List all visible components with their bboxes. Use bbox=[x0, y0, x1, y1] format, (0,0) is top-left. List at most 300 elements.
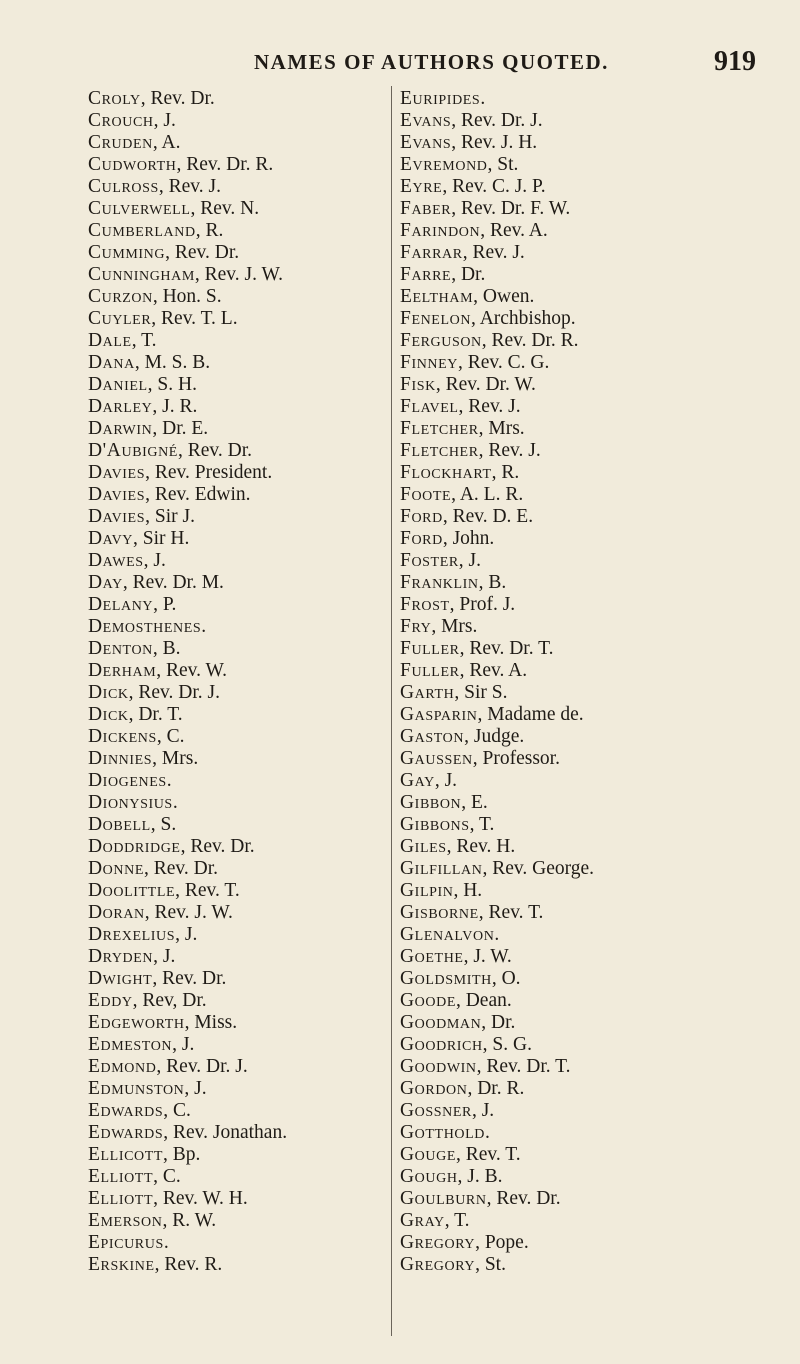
author-entry bbox=[88, 638, 388, 660]
running-head: NAMES OF AUTHORS QUOTED. bbox=[254, 50, 609, 74]
column-divider bbox=[391, 86, 392, 1336]
author-entry bbox=[400, 682, 760, 704]
author-given-name: , P. bbox=[153, 594, 177, 615]
author-surname: Crouch bbox=[88, 110, 154, 131]
author-surname: Cunningham bbox=[88, 264, 195, 285]
author-surname: Erskine bbox=[88, 1254, 155, 1275]
author-surname: Dick bbox=[88, 682, 129, 703]
author-surname: Elliott bbox=[88, 1166, 154, 1187]
author-surname: Dionysius bbox=[88, 792, 173, 813]
author-given-name: , Rev. Dr. J. bbox=[451, 110, 543, 131]
author-entry bbox=[400, 616, 760, 638]
author-surname: Dick bbox=[88, 704, 129, 725]
author-given-name: , Rev. J. H. bbox=[451, 132, 538, 153]
author-entry bbox=[400, 770, 760, 792]
author-entry bbox=[88, 1210, 388, 1232]
author-given-name: , Rev. Dr. bbox=[140, 88, 215, 109]
author-entry bbox=[88, 1144, 388, 1166]
author-given-name: , Rev. Dr. R. bbox=[176, 154, 274, 175]
author-surname: Farindon bbox=[400, 220, 481, 241]
author-entry bbox=[88, 88, 388, 110]
author-entry bbox=[88, 990, 388, 1012]
author-entry bbox=[400, 1078, 760, 1100]
author-given-name: , J. bbox=[471, 1100, 495, 1121]
author-surname: Dale bbox=[88, 330, 132, 351]
author-entry bbox=[88, 396, 388, 418]
author-given-name: , Rev. Edwin. bbox=[145, 484, 251, 505]
author-surname: Goldsmith bbox=[400, 968, 492, 989]
author-surname: Gray bbox=[400, 1210, 445, 1231]
author-entry bbox=[400, 242, 760, 264]
author-given-name: , Rev. J. W. bbox=[194, 264, 284, 285]
author-given-name: , Rev. A. bbox=[459, 660, 528, 681]
author-entry bbox=[88, 132, 388, 154]
author-given-name: , Rev. Dr. R. bbox=[481, 330, 579, 351]
author-given-name: , Mrs. bbox=[478, 418, 525, 439]
author-given-name: . bbox=[163, 1232, 169, 1253]
author-given-name: , Rev. T. L. bbox=[151, 308, 238, 329]
author-entry bbox=[400, 220, 760, 242]
author-surname: Darley bbox=[88, 396, 153, 417]
author-given-name: , Rev. D. E. bbox=[442, 506, 534, 527]
author-surname: Drexelius bbox=[88, 924, 176, 945]
author-surname: Donne bbox=[88, 858, 144, 879]
author-entry bbox=[400, 572, 760, 594]
author-given-name: , Dr. T. bbox=[128, 704, 183, 725]
author-entry bbox=[88, 1012, 388, 1034]
author-entry bbox=[400, 726, 760, 748]
author-surname: Evremond bbox=[400, 154, 488, 175]
author-given-name: . bbox=[484, 1122, 490, 1143]
author-entry bbox=[400, 1012, 760, 1034]
author-given-name: . bbox=[494, 924, 500, 945]
author-entry bbox=[400, 1188, 760, 1210]
page-number: 919 bbox=[714, 46, 756, 77]
author-surname: Eyre bbox=[400, 176, 443, 197]
author-surname: Delany bbox=[88, 594, 154, 615]
author-entry bbox=[400, 858, 760, 880]
author-entry bbox=[88, 1188, 388, 1210]
author-surname: Eeltham bbox=[400, 286, 474, 307]
author-given-name: , B. bbox=[152, 638, 181, 659]
author-given-name: , Pope. bbox=[475, 1232, 529, 1253]
author-surname: Edmeston bbox=[88, 1034, 173, 1055]
author-entry bbox=[400, 484, 760, 506]
author-given-name: , T. bbox=[469, 814, 495, 835]
author-entry bbox=[88, 154, 388, 176]
author-given-name: , Rev. Jonathan. bbox=[163, 1122, 288, 1143]
author-entry bbox=[400, 418, 760, 440]
author-surname: Foster bbox=[400, 550, 459, 571]
author-surname: Gough bbox=[400, 1166, 458, 1187]
author-given-name: , Prof. J. bbox=[449, 594, 516, 615]
author-given-name: , Rev. President. bbox=[145, 462, 273, 483]
author-entry bbox=[88, 814, 388, 836]
author-given-name: , Rev. J. bbox=[158, 176, 221, 197]
author-given-name: , J. bbox=[184, 1078, 207, 1099]
author-surname: Faber bbox=[400, 198, 452, 219]
author-given-name: , B. bbox=[478, 572, 507, 593]
author-surname: Darwin bbox=[88, 418, 153, 439]
author-given-name: , J. W. bbox=[463, 946, 512, 967]
author-surname: Glenalvon bbox=[400, 924, 495, 945]
author-entry bbox=[400, 440, 760, 462]
author-list-right-column bbox=[400, 88, 760, 1276]
author-entry bbox=[88, 726, 388, 748]
author-entry bbox=[88, 616, 388, 638]
author-given-name: , S. bbox=[150, 814, 177, 835]
author-surname: Day bbox=[88, 572, 123, 593]
author-given-name: , St. bbox=[475, 1254, 506, 1275]
author-entry bbox=[400, 198, 760, 220]
author-given-name: , J. bbox=[143, 550, 166, 571]
author-surname: Flockhart bbox=[400, 462, 492, 483]
author-entry bbox=[88, 418, 388, 440]
author-surname: Edgeworth bbox=[88, 1012, 185, 1033]
author-entry bbox=[400, 836, 760, 858]
author-given-name: , Rev. Dr. T. bbox=[476, 1056, 571, 1077]
author-entry bbox=[400, 924, 760, 946]
author-entry bbox=[400, 880, 760, 902]
author-given-name: , Dr. bbox=[481, 1012, 516, 1033]
author-given-name: , Hon. S. bbox=[152, 286, 222, 307]
author-surname: Gotthold bbox=[400, 1122, 485, 1143]
author-surname: Dobell bbox=[88, 814, 151, 835]
author-given-name: , Dr. R. bbox=[467, 1078, 525, 1099]
author-given-name: , Rev. H. bbox=[446, 836, 516, 857]
author-given-name: , Dr. E. bbox=[152, 418, 209, 439]
author-entry bbox=[400, 88, 760, 110]
author-given-name: , J. bbox=[175, 924, 198, 945]
author-surname: Culverwell bbox=[88, 198, 191, 219]
author-entry bbox=[88, 264, 388, 286]
author-surname: Goethe bbox=[400, 946, 464, 967]
author-entry bbox=[88, 1034, 388, 1056]
author-entry bbox=[88, 1254, 388, 1276]
author-surname: Doddridge bbox=[88, 836, 181, 857]
author-entry bbox=[400, 1056, 760, 1078]
author-surname: Dwight bbox=[88, 968, 153, 989]
author-given-name: , E. bbox=[461, 792, 488, 813]
author-surname: Goodwin bbox=[400, 1056, 477, 1077]
author-surname: Culross bbox=[88, 176, 159, 197]
author-entry bbox=[88, 462, 388, 484]
author-entry bbox=[88, 330, 388, 352]
author-entry bbox=[400, 902, 760, 924]
author-entry bbox=[400, 1122, 760, 1144]
author-surname: Doran bbox=[88, 902, 145, 923]
author-given-name: , H. bbox=[453, 880, 483, 901]
author-given-name: , J. bbox=[434, 770, 458, 791]
author-surname: Daniel bbox=[88, 374, 148, 395]
author-entry bbox=[400, 550, 760, 572]
author-surname: Curzon bbox=[88, 286, 153, 307]
author-given-name: , Rev. R. bbox=[154, 1254, 223, 1275]
author-entry bbox=[88, 528, 388, 550]
author-surname: Gaussen bbox=[400, 748, 473, 769]
author-surname: Garth bbox=[400, 682, 455, 703]
author-surname: Gay bbox=[400, 770, 435, 791]
author-given-name: , C. bbox=[156, 726, 185, 747]
author-entry bbox=[88, 1078, 388, 1100]
author-entry bbox=[88, 1122, 388, 1144]
author-surname: Gordon bbox=[400, 1078, 468, 1099]
author-given-name: , Dean. bbox=[455, 990, 512, 1011]
author-surname: Davy bbox=[88, 528, 134, 549]
author-given-name: , Sir H. bbox=[133, 528, 190, 549]
author-surname: Dinnies bbox=[88, 748, 153, 769]
author-given-name: , Rev. J. bbox=[478, 440, 541, 461]
author-given-name: , J. bbox=[172, 1034, 195, 1055]
author-surname: Goulburn bbox=[400, 1188, 487, 1209]
author-surname: Fisk bbox=[400, 374, 436, 395]
author-surname: Epicurus bbox=[88, 1232, 164, 1253]
author-surname: Edmond bbox=[88, 1056, 157, 1077]
author-entry bbox=[88, 924, 388, 946]
author-surname: Gregory bbox=[400, 1232, 476, 1253]
author-surname: Euripides bbox=[400, 88, 481, 109]
author-surname: Frost bbox=[400, 594, 450, 615]
author-entry bbox=[88, 880, 388, 902]
author-given-name: , R. bbox=[195, 220, 224, 241]
author-surname: Franklin bbox=[400, 572, 479, 593]
author-entry bbox=[88, 286, 388, 308]
author-surname: Denton bbox=[88, 638, 153, 659]
author-surname: Cumberland bbox=[88, 220, 196, 241]
author-surname: Farre bbox=[400, 264, 452, 285]
author-given-name: , Rev. Dr. M. bbox=[122, 572, 224, 593]
author-surname: Gilfillan bbox=[400, 858, 483, 879]
author-entry bbox=[400, 374, 760, 396]
author-surname: Diogenes bbox=[88, 770, 167, 791]
author-given-name: , Madame de. bbox=[477, 704, 584, 725]
author-given-name: , Rev. Dr. bbox=[143, 858, 218, 879]
author-entry bbox=[88, 242, 388, 264]
author-entry bbox=[88, 440, 388, 462]
author-entry bbox=[400, 990, 760, 1012]
author-given-name: , Bp. bbox=[163, 1144, 201, 1165]
author-given-name: . bbox=[480, 88, 486, 109]
author-surname: Fuller bbox=[400, 638, 460, 659]
author-surname: Cruden bbox=[88, 132, 153, 153]
author-surname: Derham bbox=[88, 660, 157, 681]
author-given-name: , R. bbox=[491, 462, 520, 483]
author-surname: Davies bbox=[88, 506, 146, 527]
author-entry bbox=[88, 660, 388, 682]
author-surname: Doolittle bbox=[88, 880, 176, 901]
author-entry bbox=[88, 770, 388, 792]
author-surname: Davies bbox=[88, 484, 146, 505]
author-surname: Cudworth bbox=[88, 154, 177, 175]
author-given-name: , Rev. T. bbox=[455, 1144, 521, 1165]
author-surname: Cumming bbox=[88, 242, 166, 263]
author-given-name: , Rev. A. bbox=[480, 220, 548, 241]
author-given-name: , Rev. Dr. bbox=[165, 242, 240, 263]
author-surname: Ford bbox=[400, 528, 443, 549]
author-entry bbox=[400, 1232, 760, 1254]
author-entry bbox=[400, 330, 760, 352]
author-surname: Farrar bbox=[400, 242, 463, 263]
author-entry bbox=[88, 1166, 388, 1188]
author-given-name: . bbox=[166, 770, 172, 791]
author-given-name: , Rev. C. G. bbox=[458, 352, 550, 373]
author-entry bbox=[400, 946, 760, 968]
author-surname: Edwards bbox=[88, 1100, 164, 1121]
author-given-name: , Archbishop. bbox=[471, 308, 576, 329]
author-given-name: , R. W. bbox=[162, 1210, 217, 1231]
author-entry bbox=[88, 198, 388, 220]
author-surname: Cuyler bbox=[88, 308, 152, 329]
author-given-name: , Rev, Dr. bbox=[132, 990, 207, 1011]
author-given-name: , Rev. T. bbox=[175, 880, 240, 901]
author-entry bbox=[400, 462, 760, 484]
author-given-name: , Judge. bbox=[464, 726, 525, 747]
author-entry bbox=[400, 594, 760, 616]
author-surname: Fuller bbox=[400, 660, 460, 681]
author-surname: Dickens bbox=[88, 726, 157, 747]
author-given-name: , Rev. C. J. P. bbox=[442, 176, 546, 197]
author-given-name: , C. bbox=[163, 1100, 191, 1121]
author-entry bbox=[400, 968, 760, 990]
author-given-name: , Rev. J. bbox=[458, 396, 521, 417]
author-surname: Dana bbox=[88, 352, 135, 373]
author-entry bbox=[400, 1166, 760, 1188]
author-given-name: , Rev. Dr. J. bbox=[156, 1056, 248, 1077]
author-given-name: , Mrs. bbox=[152, 748, 199, 769]
author-surname: Giles bbox=[400, 836, 447, 857]
author-surname: Gasparin bbox=[400, 704, 478, 725]
author-given-name: , J. bbox=[458, 550, 482, 571]
author-entry bbox=[400, 176, 760, 198]
author-entry bbox=[400, 704, 760, 726]
author-given-name: , O. bbox=[491, 968, 521, 989]
author-entry bbox=[88, 176, 388, 198]
author-surname: Goodrich bbox=[400, 1034, 483, 1055]
author-given-name: , Rev. Dr. bbox=[486, 1188, 561, 1209]
author-surname: Ford bbox=[400, 506, 443, 527]
author-surname: Gibbons bbox=[400, 814, 470, 835]
author-given-name: , Rev. N. bbox=[190, 198, 260, 219]
author-surname: Goodman bbox=[400, 1012, 482, 1033]
author-entry bbox=[88, 220, 388, 242]
author-entry bbox=[88, 836, 388, 858]
page-header bbox=[0, 48, 800, 78]
author-entry bbox=[88, 858, 388, 880]
author-given-name: . bbox=[201, 616, 207, 637]
author-given-name: , T. bbox=[131, 330, 157, 351]
author-given-name: , A. L. R. bbox=[451, 484, 524, 505]
author-given-name: , Rev. Dr. F. W. bbox=[451, 198, 571, 219]
author-given-name: , Miss. bbox=[184, 1012, 238, 1033]
author-entry bbox=[88, 572, 388, 594]
author-given-name: , John. bbox=[442, 528, 495, 549]
author-surname: Davies bbox=[88, 462, 146, 483]
author-given-name: , Rev. Dr. T. bbox=[459, 638, 554, 659]
author-entry bbox=[400, 110, 760, 132]
author-entry bbox=[400, 1254, 760, 1276]
author-entry bbox=[400, 748, 760, 770]
author-surname: Croly bbox=[88, 88, 141, 109]
author-entry bbox=[400, 264, 760, 286]
author-surname: Gossner bbox=[400, 1100, 472, 1121]
author-surname: Edmunston bbox=[88, 1078, 185, 1099]
author-given-name: , C. bbox=[153, 1166, 181, 1187]
author-given-name: , T. bbox=[444, 1210, 470, 1231]
author-entry bbox=[88, 308, 388, 330]
author-given-name: , A. bbox=[152, 132, 181, 153]
author-given-name: , Rev. W. H. bbox=[153, 1188, 248, 1209]
author-given-name: , S. H. bbox=[147, 374, 197, 395]
author-entry bbox=[88, 1232, 388, 1254]
author-entry bbox=[400, 286, 760, 308]
author-given-name: , Rev. Dr. J. bbox=[128, 682, 220, 703]
author-entry bbox=[400, 1100, 760, 1122]
author-given-name: . bbox=[172, 792, 178, 813]
author-entry bbox=[88, 946, 388, 968]
author-entry bbox=[88, 1100, 388, 1122]
author-given-name: , Sir J. bbox=[145, 506, 195, 527]
author-entry bbox=[88, 594, 388, 616]
author-given-name: , Rev. Dr. bbox=[180, 836, 255, 857]
author-given-name: , Rev. J. W. bbox=[144, 902, 233, 923]
author-surname: Gaston bbox=[400, 726, 465, 747]
author-surname: Demosthenes bbox=[88, 616, 202, 637]
author-surname: Dawes bbox=[88, 550, 144, 571]
author-entry bbox=[400, 1034, 760, 1056]
author-surname: Ferguson bbox=[400, 330, 482, 351]
author-surname: Fenelon bbox=[400, 308, 472, 329]
author-entry bbox=[400, 352, 760, 374]
author-surname: Ellicott bbox=[88, 1144, 164, 1165]
author-given-name: , Mrs. bbox=[431, 616, 478, 637]
author-entry bbox=[400, 1210, 760, 1232]
author-entry bbox=[400, 396, 760, 418]
author-entry bbox=[400, 154, 760, 176]
author-given-name: , J. bbox=[153, 110, 176, 131]
author-given-name: , J. R. bbox=[152, 396, 198, 417]
author-given-name: , M. S. B. bbox=[134, 352, 211, 373]
author-surname: Foote bbox=[400, 484, 452, 505]
author-entry bbox=[400, 814, 760, 836]
author-entry bbox=[88, 792, 388, 814]
author-entry bbox=[400, 792, 760, 814]
author-entry bbox=[88, 110, 388, 132]
author-entry bbox=[88, 968, 388, 990]
author-given-name: , Professor. bbox=[472, 748, 560, 769]
author-entry bbox=[88, 748, 388, 770]
author-given-name: , Rev. J. bbox=[462, 242, 525, 263]
author-list-left-column bbox=[88, 88, 388, 1276]
author-surname: Gisborne bbox=[400, 902, 479, 923]
author-surname: Gouge bbox=[400, 1144, 456, 1165]
author-entry bbox=[400, 660, 760, 682]
author-entry bbox=[400, 1144, 760, 1166]
author-entry bbox=[88, 352, 388, 374]
author-given-name: , Dr. bbox=[451, 264, 486, 285]
author-given-name: , Rev. Dr. bbox=[177, 440, 252, 461]
author-entry bbox=[88, 1056, 388, 1078]
author-given-name: , Rev. Dr. bbox=[152, 968, 227, 989]
author-surname: Fry bbox=[400, 616, 432, 637]
author-surname: Flavel bbox=[400, 396, 459, 417]
author-surname: Elliott bbox=[88, 1188, 154, 1209]
author-given-name: , Rev. W. bbox=[156, 660, 228, 681]
author-entry bbox=[88, 902, 388, 924]
author-given-name: , Sir S. bbox=[454, 682, 508, 703]
author-entry bbox=[88, 704, 388, 726]
author-surname: Fletcher bbox=[400, 440, 479, 461]
author-surname: Emerson bbox=[88, 1210, 163, 1231]
